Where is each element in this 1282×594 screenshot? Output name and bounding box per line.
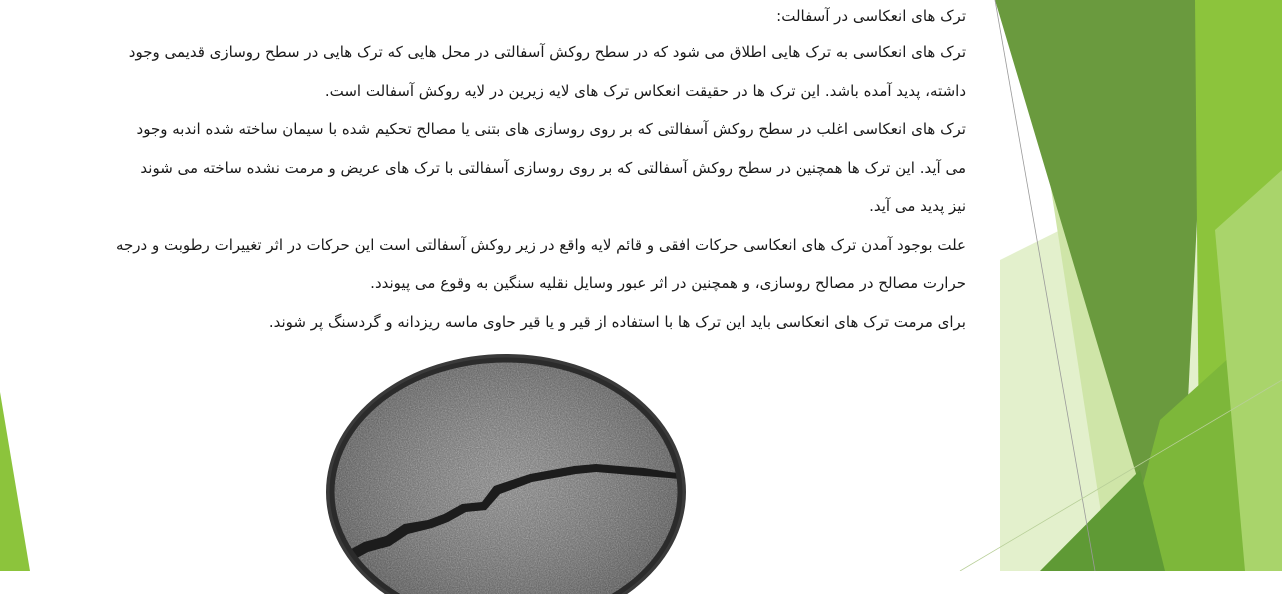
cracked-asphalt-photo: [324, 354, 688, 594]
slide-title: ترک های انعکاسی در آسفالت:: [776, 7, 966, 25]
body-line-4: می آید. این ترک ها همچنین در سطح روکش آسفالتی که بر روی روسازی آسفالتی با ترک های عریض و مرمت نشده ساخته می شوند: [140, 158, 966, 177]
body-line-8: برای مرمت ترک های انعکاسی باید این ترک ها با استفاده از قیر و یا قیر حاوی ماسه ریزدانه و گردسنگ پر شوند.: [268, 312, 966, 331]
slide-text-block: [60, 0, 966, 341]
body-line-7: حرارت مصالح در مصالح روسازی، و همچنین در اثر عبور وسایل نقلیه سنگین به وقوع می پیوندد.: [370, 274, 966, 292]
body-line-1: ترک های انعکاسی به ترک هایی اطلاق می شود که در سطح روکش آسفالتی در محل هایی که ترک هایی در سطح روسازی قدیمی وجود: [128, 43, 966, 61]
body-line-3: ترک های انعکاسی اغلب در سطح روکش آسفالتی که بر روی روسازی های بتنی یا مصالح تحکیم شده با سیمان ساخته شده اندبه وجود: [136, 120, 966, 138]
body-line-2: داشته، پدید آمده باشد. این ترک ها در حقیقت انعکاس ترک های لایه زیرین در لایه روکش آسفالت است.: [324, 81, 966, 100]
decor-shape-left-sliver: [0, 392, 30, 571]
body-line-5: نیز پدید می آید.: [869, 197, 966, 215]
body-line-6: علت بوجود آمدن ترک های انعکاسی حرکات افقی و قائم لایه واقع در زیر روکش آسفالتی است این حرکات در اثر تغییرات رطوبت و درجه: [115, 235, 966, 254]
